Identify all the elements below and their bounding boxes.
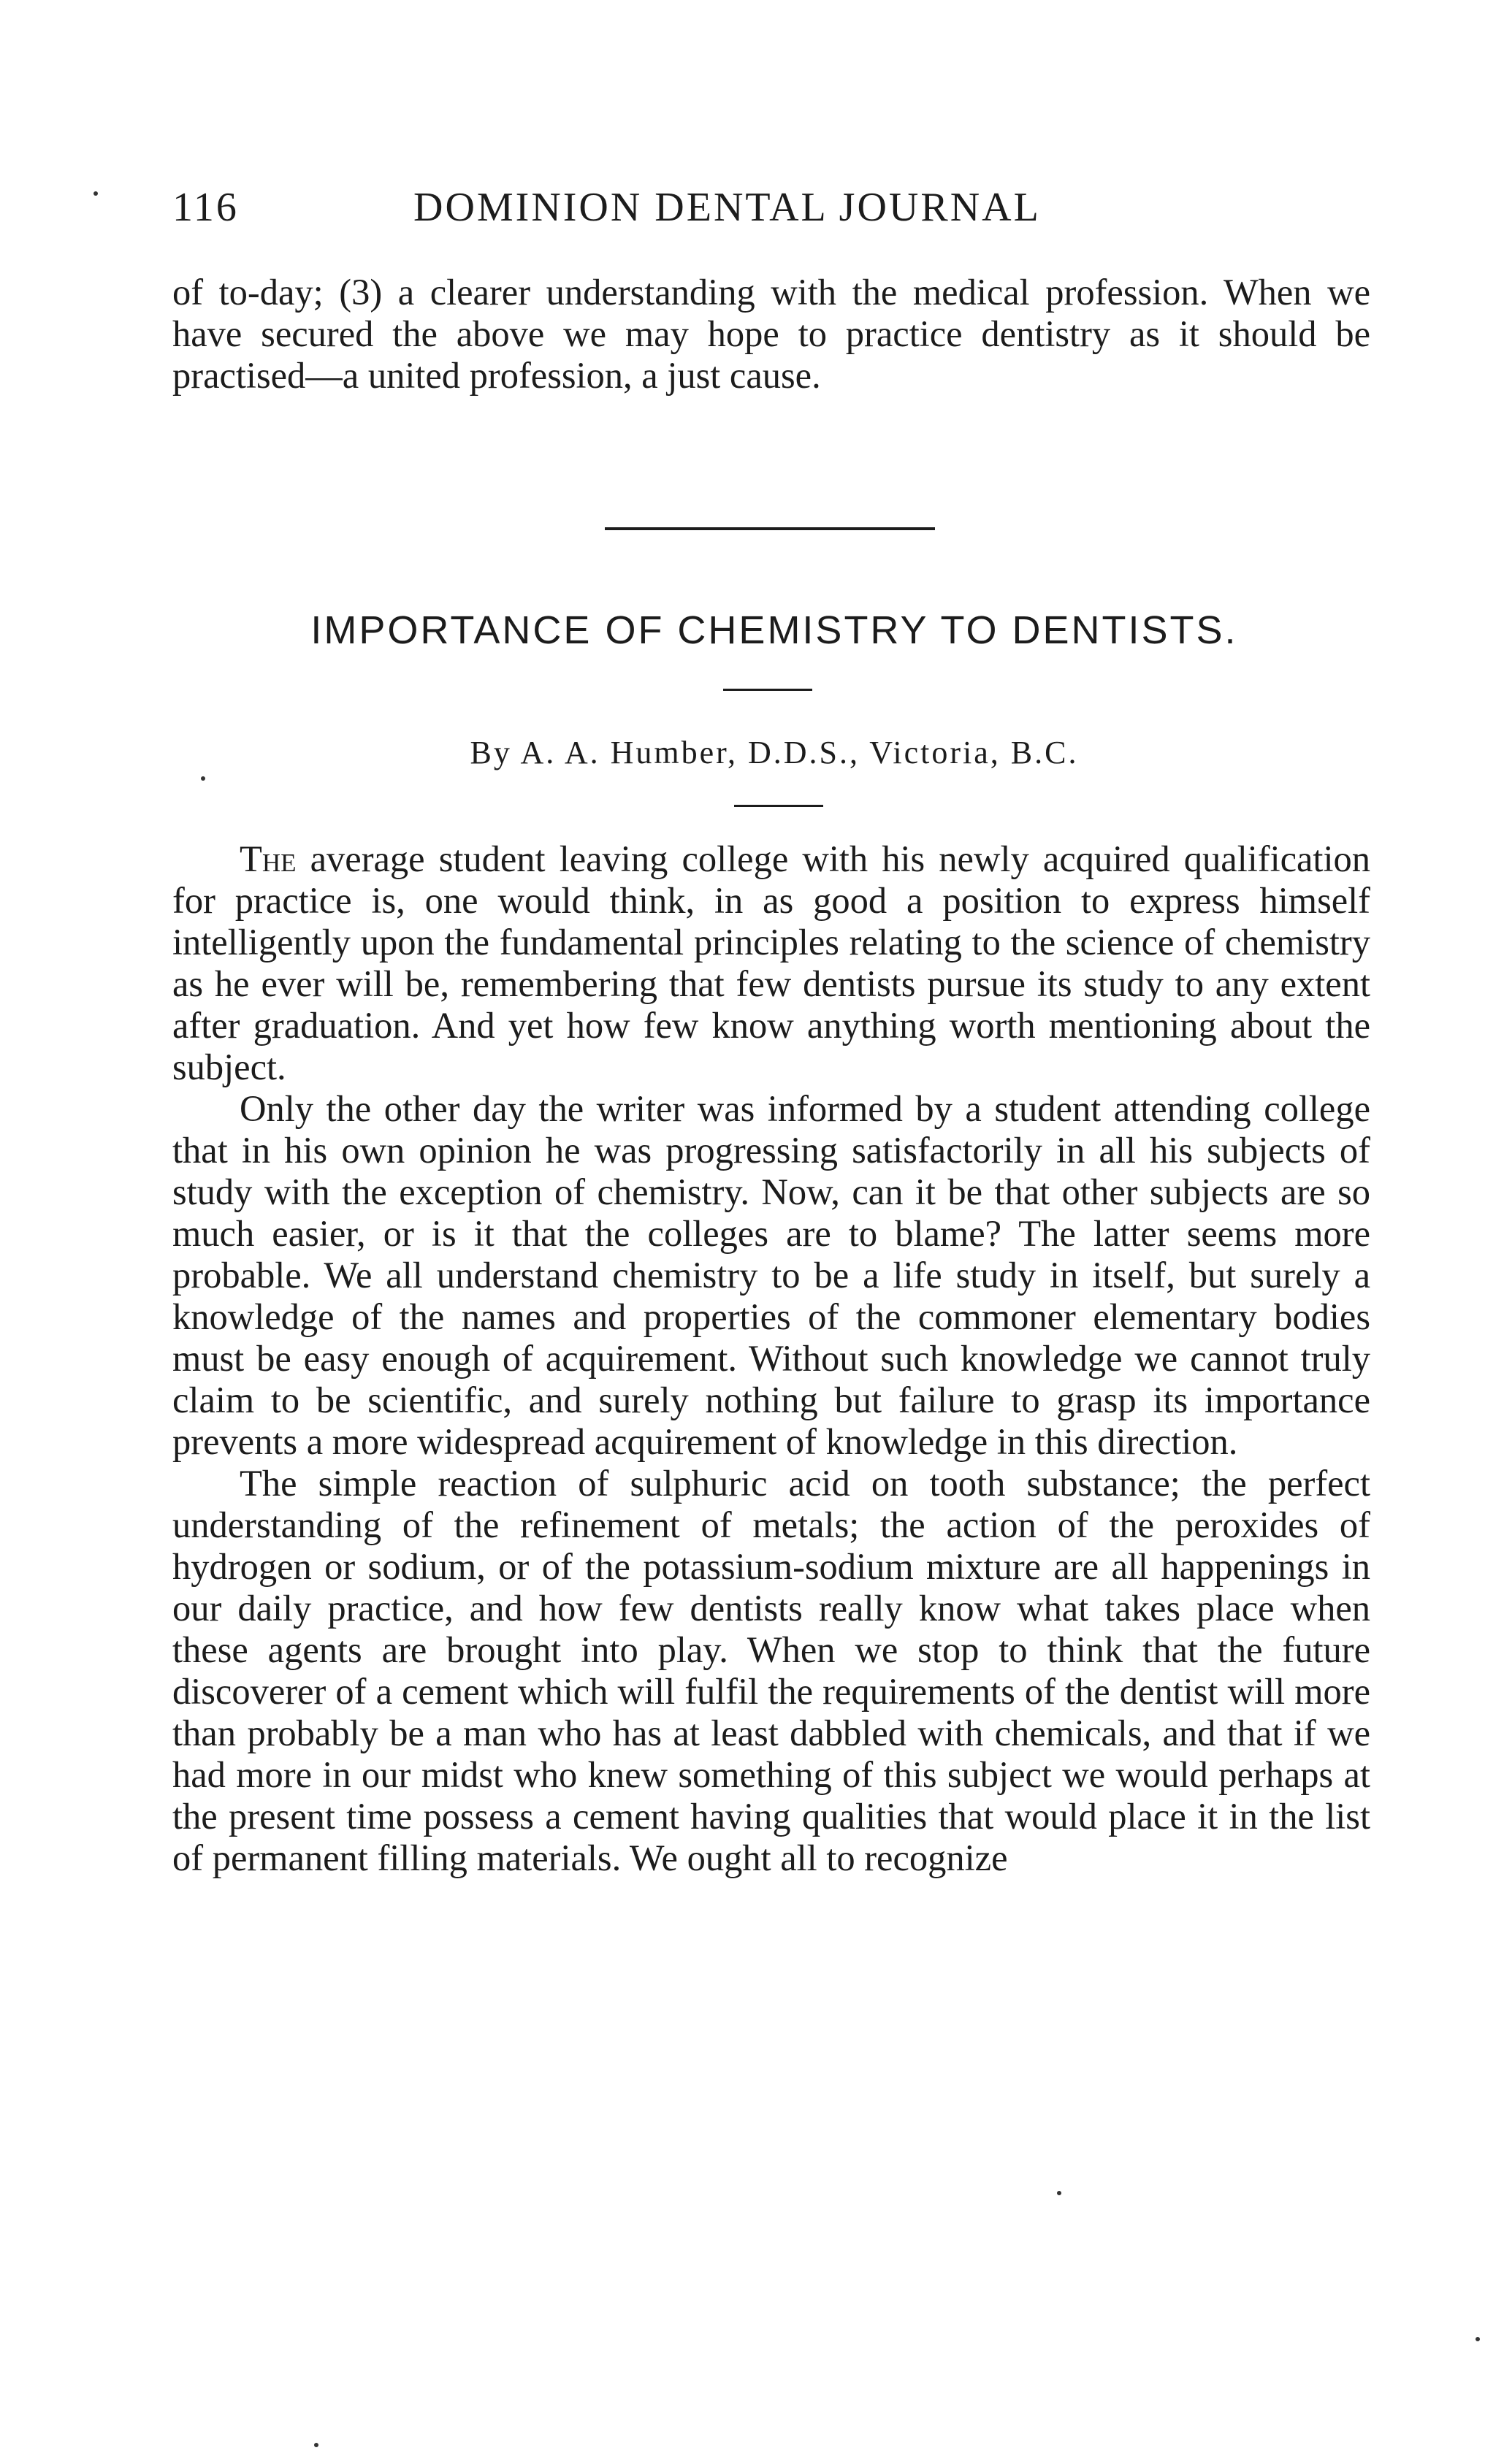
print-speck (93, 191, 98, 196)
journal-title: DOMINION DENTAL JOURNAL (413, 185, 1041, 230)
paragraph-1 (172, 838, 1370, 1088)
paragraph-1-text: average student leaving college with his newly acquired qualification for practice is, one would think, in as good a position to express himself intelligently upon the fundamental principles relating to the science of chemistry as he ever will be, remembering that few dentists pursue its study to any extent after graduation. And yet how few know anything worth mentioning about the subject. (172, 838, 1370, 1087)
print-speck (1057, 2191, 1061, 2195)
carry-over-text (172, 272, 1370, 397)
carry-over-paragraph: of to-day; (3) a clearer understanding with the medical profession. When we have secured the above we may hope to practice dentistry as it should be practised—a united profession, a just cause. (172, 272, 1370, 396)
byline-underline (734, 805, 823, 807)
article-byline: By A. A. Humber, D.D.S., Victoria, B.C. (470, 735, 1079, 770)
print-speck (201, 776, 205, 781)
title-underline (723, 689, 812, 691)
print-speck (314, 2443, 318, 2447)
article-title: IMPORTANCE OF CHEMISTRY TO DENTISTS. (310, 608, 1238, 652)
paragraph-3: The simple reaction of sulphuric acid on tooth substance; the perfect understanding of the refinement of metals; the action of the peroxides of hydrogen or sodium, or of the potassium-sodium mixture are all happenings in our daily practice, and how few dentists really know what takes place when these agents are brought into play. When we stop to think that the future discoverer of a cement which will fulfil the requirements of the dentist will more than probably be a man who has at least dabbled with chemicals, and that if we had more in our midst who knew something of this subject we would perhaps at the present time possess a cement having qualities that would place it in the list of permanent filling materials. We ought all to recognize (172, 1463, 1370, 1878)
paragraph-lead-word: The (240, 838, 297, 879)
print-speck (1476, 2337, 1480, 2341)
article-body (172, 838, 1370, 1879)
paragraph-2: Only the other day the writer was informed by a student attending college that in his own opinion he was progressing satisfactorily in all his subjects of study with the exception of chemistry. Now, can it be that other subjects are so much easier, or is it that the colleges are to blame? The latter seems more probable. We all understand chemistry to be a life study in itself, but surely a knowledge of the names and properties of the commoner elementary bodies must be easy enough of acquirement. Without such knowledge we cannot truly claim to be scientific, and surely nothing but failure to grasp its importance prevents a more widespread acquirement of knowledge in this direction. (172, 1088, 1370, 1462)
page-number: 116 (172, 185, 239, 230)
section-divider (605, 527, 935, 530)
running-head (172, 184, 1378, 242)
